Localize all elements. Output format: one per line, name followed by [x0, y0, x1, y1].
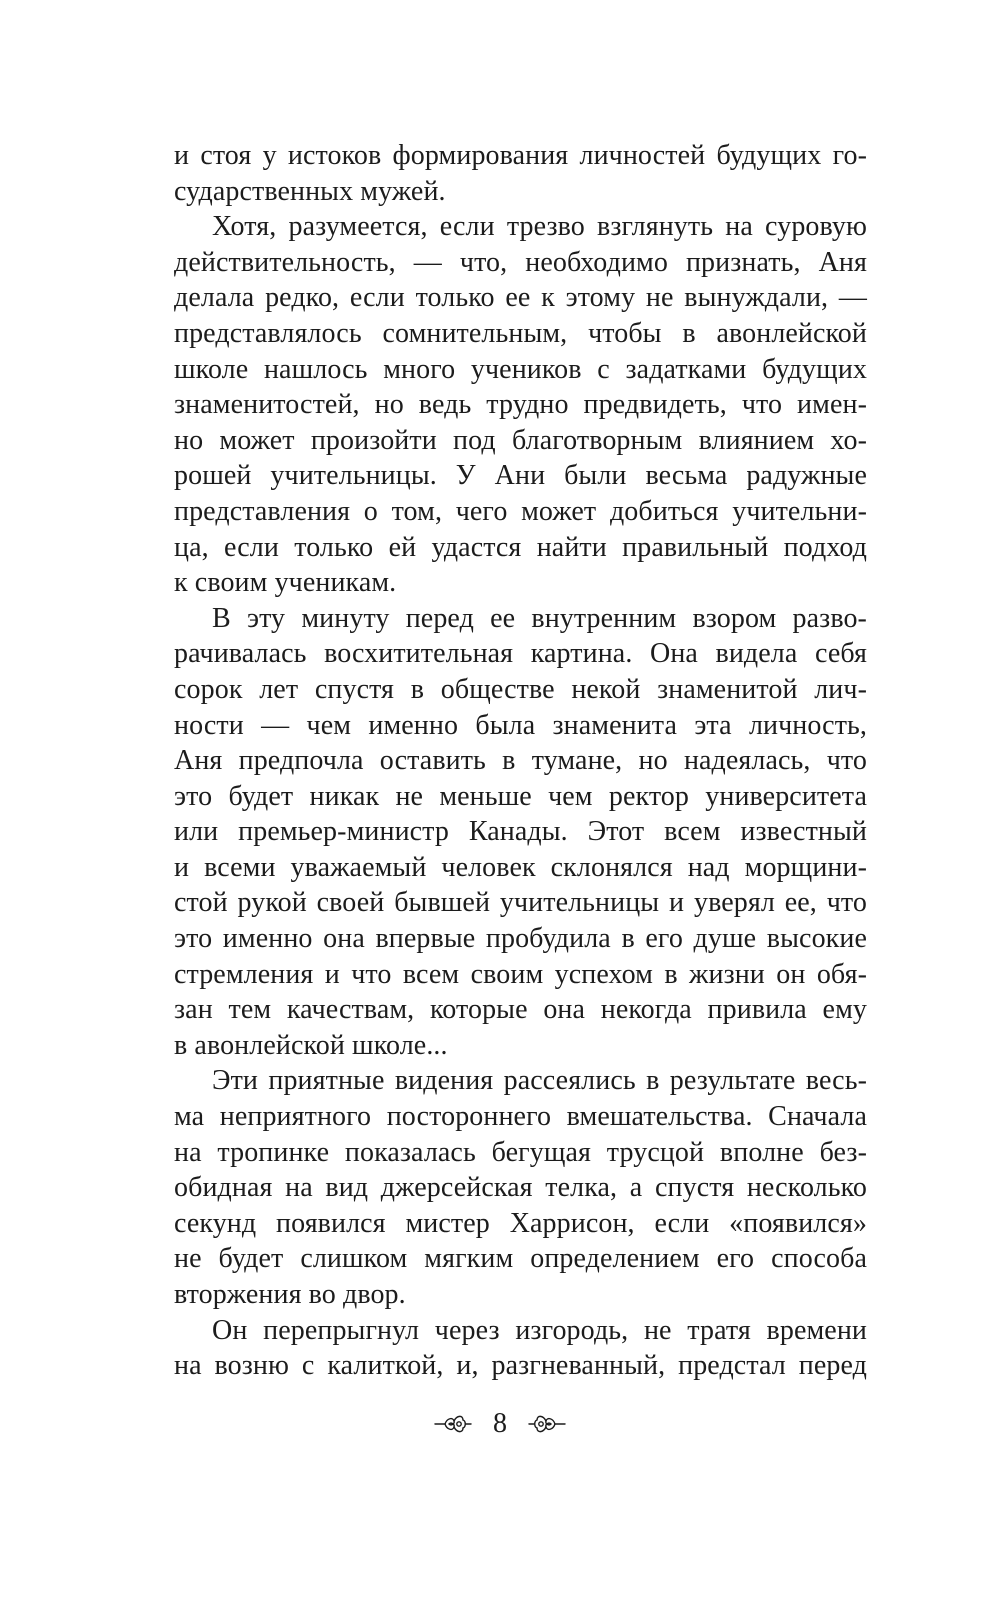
text-line: ности — чем именно была знаменита эта личность, [174, 709, 867, 741]
text-line: ца, если только ей удастся найти правильный подход [174, 531, 867, 563]
text-line: Аня предпочла оставить в тумане, но надеялась, что [174, 745, 867, 777]
text-line: это будет никак не меньше чем ректор университета [174, 780, 867, 812]
text-line: В эту минуту перед ее внутренним взором разво- [212, 602, 867, 634]
text-line: знаменитостей, но ведь трудно предвидеть, что имен- [174, 389, 867, 421]
body-text [174, 138, 867, 1384]
text-line: представлялось сомнительным, чтобы в авонлейской [174, 317, 867, 349]
page-footer [0, 1404, 1000, 1444]
fleuron-left-icon [433, 1409, 473, 1439]
text-line: не будет слишком мягким определением его способа [174, 1243, 867, 1275]
page-number: 8 [493, 1408, 507, 1439]
text-line: ма неприятного постороннего вмешательства. Сначала [174, 1101, 867, 1133]
text-line: на возню с калиткой, и, разгневанный, предстал перед [174, 1350, 867, 1382]
text-line: обидная на вид джерсейская телка, а спустя несколько [174, 1172, 867, 1204]
text-line: это именно она впервые пробудила в его душе высокие [174, 923, 867, 955]
text-line: школе нашлось много учеников с задатками будущих [174, 353, 867, 385]
text-line: действительность, — что, необходимо признать, Аня [174, 246, 867, 278]
text-line: и всеми уважаемый человек склонялся над морщини- [174, 851, 867, 883]
text-line: или премьер-министр Канады. Этот всем известный [174, 816, 867, 848]
text-line: рошей учительницы. У Ани были весьма радужные [174, 460, 867, 492]
text-line: но может произойти под благотворным влиянием хо- [174, 424, 867, 456]
text-line: делала редко, если только ее к этому не вынуждали, — [174, 282, 867, 314]
text-line: на тропинке показалась бегущая трусцой вполне без- [174, 1136, 867, 1168]
text-line: стой рукой своей бывшей учительницы и уверял ее, что [174, 887, 867, 919]
text-line: сорок лет спустя в обществе некой знаменитой лич- [174, 673, 867, 705]
text-line: вторжения во двор. [174, 1279, 406, 1310]
text-line: к своим ученикам. [174, 567, 397, 599]
text-line: представления о том, чего может добиться учительни- [174, 495, 867, 527]
text-line: сударственных мужей. [174, 175, 446, 207]
text-line: Эти приятные видения рассеялись в результате весь- [212, 1065, 867, 1097]
fleuron-right-icon [527, 1409, 567, 1439]
text-line: Хотя, разумеется, если трезво взглянуть на суровую [212, 211, 867, 243]
text-line: стремления и что всем своим успехом в жизни он обя- [174, 958, 867, 990]
text-line: в авонлейской школе... [174, 1029, 448, 1061]
text-line: и стоя у истоков формирования личностей будущих го- [174, 140, 867, 171]
text-line: секунд появился мистер Харрисон, если «появился» [174, 1207, 867, 1239]
text-line: Он перепрыгнул через изгородь, не тратя времени [212, 1314, 867, 1346]
text-line: рачивалась восхитительная картина. Она видела себя [174, 638, 867, 670]
text-line: зан тем качествам, которые она некогда привила ему [174, 994, 867, 1026]
